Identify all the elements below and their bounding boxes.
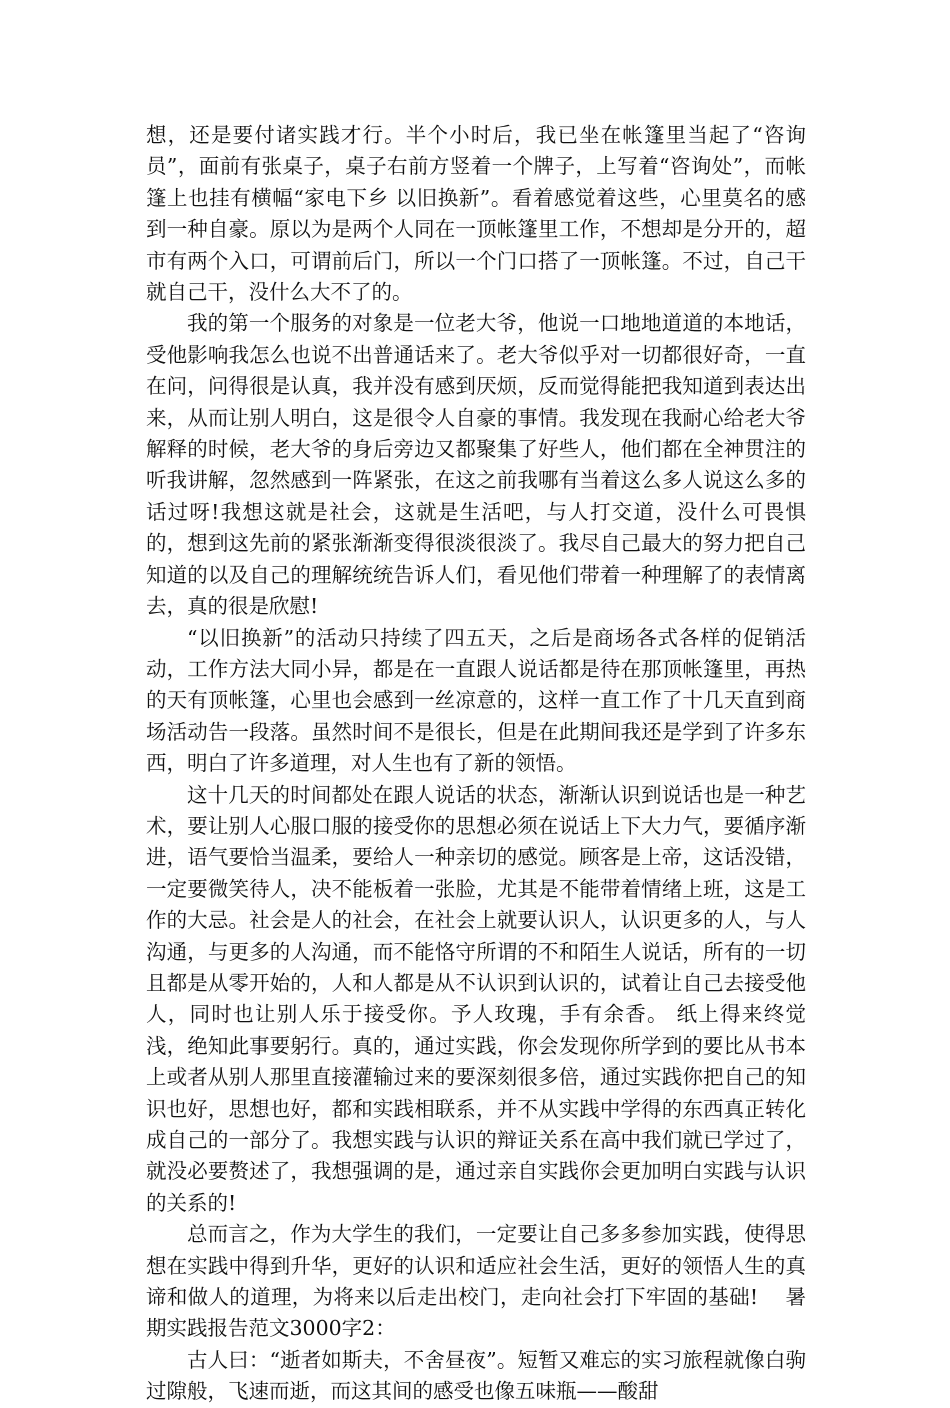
paragraph-reflection: 这十几天的时间都处在跟人说话的状态，渐渐认识到说话也是一种艺术，要让别人心服口服的接受你的思想必须在说话上下大力气，要循序渐进，语气要恰当温柔，要给人一种亲切的感觉。顾客是上帝，这话没错，一定要微笑待人，决不能板着一张脸，尤其是不能带着情绪上班，这是工作的大忌。社会是人的社会，在社会上就要认识人，认识更多的人，与人沟通，与更多的人沟通，而不能恪守所谓的不和陌生人说话，所有的一切且都是从零开始的，人和人都是从不认识到认识的，试着让自己去接受他人，同时也让别人乐于接受你。予人玫瑰，手有余香。 纸上得来终觉浅，绝知此事要躬行。真的，通过实践，你会发现你所学到的要比从书本上或者从别人那里直接灌输过来的要深刻很多倍，通过实践你把自己的知识也好，思想也好，都和实践相联系，并不从实践中学得的东西真正转化成自己的一部分了。我想实践与认识的辩证关系在高中我们就已学过了，就没必要赘述了，我想强调的是，通过亲自实践你会更加明白实践与认识的关系的! — [146, 782, 806, 1215]
paragraph-first-client: 我的第一个服务的对象是一位老大爷，他说一口地地道道的本地话，受他影响我怎么也说不出普通话来了。老大爷似乎对一切都很好奇，一直在问，问得很是认真，我并没有感到厌烦，反而觉得能把我知道到表达出来，从而让别人明白，这是很令人自豪的事情。我发现在我耐心给老大爷解释的时候，老大爷的身后旁边又都聚集了好些人，他们都在全神贯注的听我讲解，忽然感到一阵紧张，在这之前我哪有当着这么多人说这么多的话过呀!我想这就是社会，这就是生活吧，与人打交道，没什么可畏惧的，想到这先前的紧张渐渐变得很淡很淡了。我尽自己最大的努力把自己知道的以及自己的理解统统告诉人们，看见他们带着一种理解了的表情离去，真的很是欣慰! — [146, 311, 806, 619]
paragraph-conclusion: 总而言之，作为大学生的我们，一定要让自己多多参加实践，使得思想在实践中得到升华，更好的认识和适应社会生活，更好的领悟人生的真谛和做人的道理，为将来以后走出校门，走向社会打下牢固的基础! 暑期实践报告范文3000字2： — [146, 1222, 806, 1341]
paragraph-trade-in-activity: “以旧换新”的活动只持续了四五天，之后是商场各式各样的促销活动，工作方法大同小异，都是在一直跟人说话都是待在那顶帐篷里，再热的天有顶帐篷，心里也会感到一丝凉意的，这样一直工作了十几天直到商场活动告一段落。虽然时间不是很长，但是在此期间我还是学到了许多东西，明白了许多道理，对人生也有了新的领悟。 — [146, 625, 806, 776]
paragraph-second-report-start: 古人曰：“逝者如斯夫，不舍昼夜”。短暂又难忘的实习旅程就像白驹过隙般，飞速而逝，而这其间的感受也像五味瓶——酸甜 — [146, 1347, 806, 1404]
paragraph-continuation: 想，还是要付诸实践才行。半个小时后，我已坐在帐篷里当起了“咨询员”，面前有张桌子，桌子右前方竖着一个牌子，上写着“咨询处”，而帐篷上也挂有横幅“家电下乡 以旧换新”。看着感觉着这些，心里莫名的感到一种自豪。原以为是两个人同在一顶帐篷里工作，不想却是分开的，超市有两个入口，可谓前后门，所以一个门口搭了一顶帐篷。不过，自己干就自己干，没什么大不了的。 — [146, 123, 806, 305]
document-body — [146, 120, 806, 1408]
